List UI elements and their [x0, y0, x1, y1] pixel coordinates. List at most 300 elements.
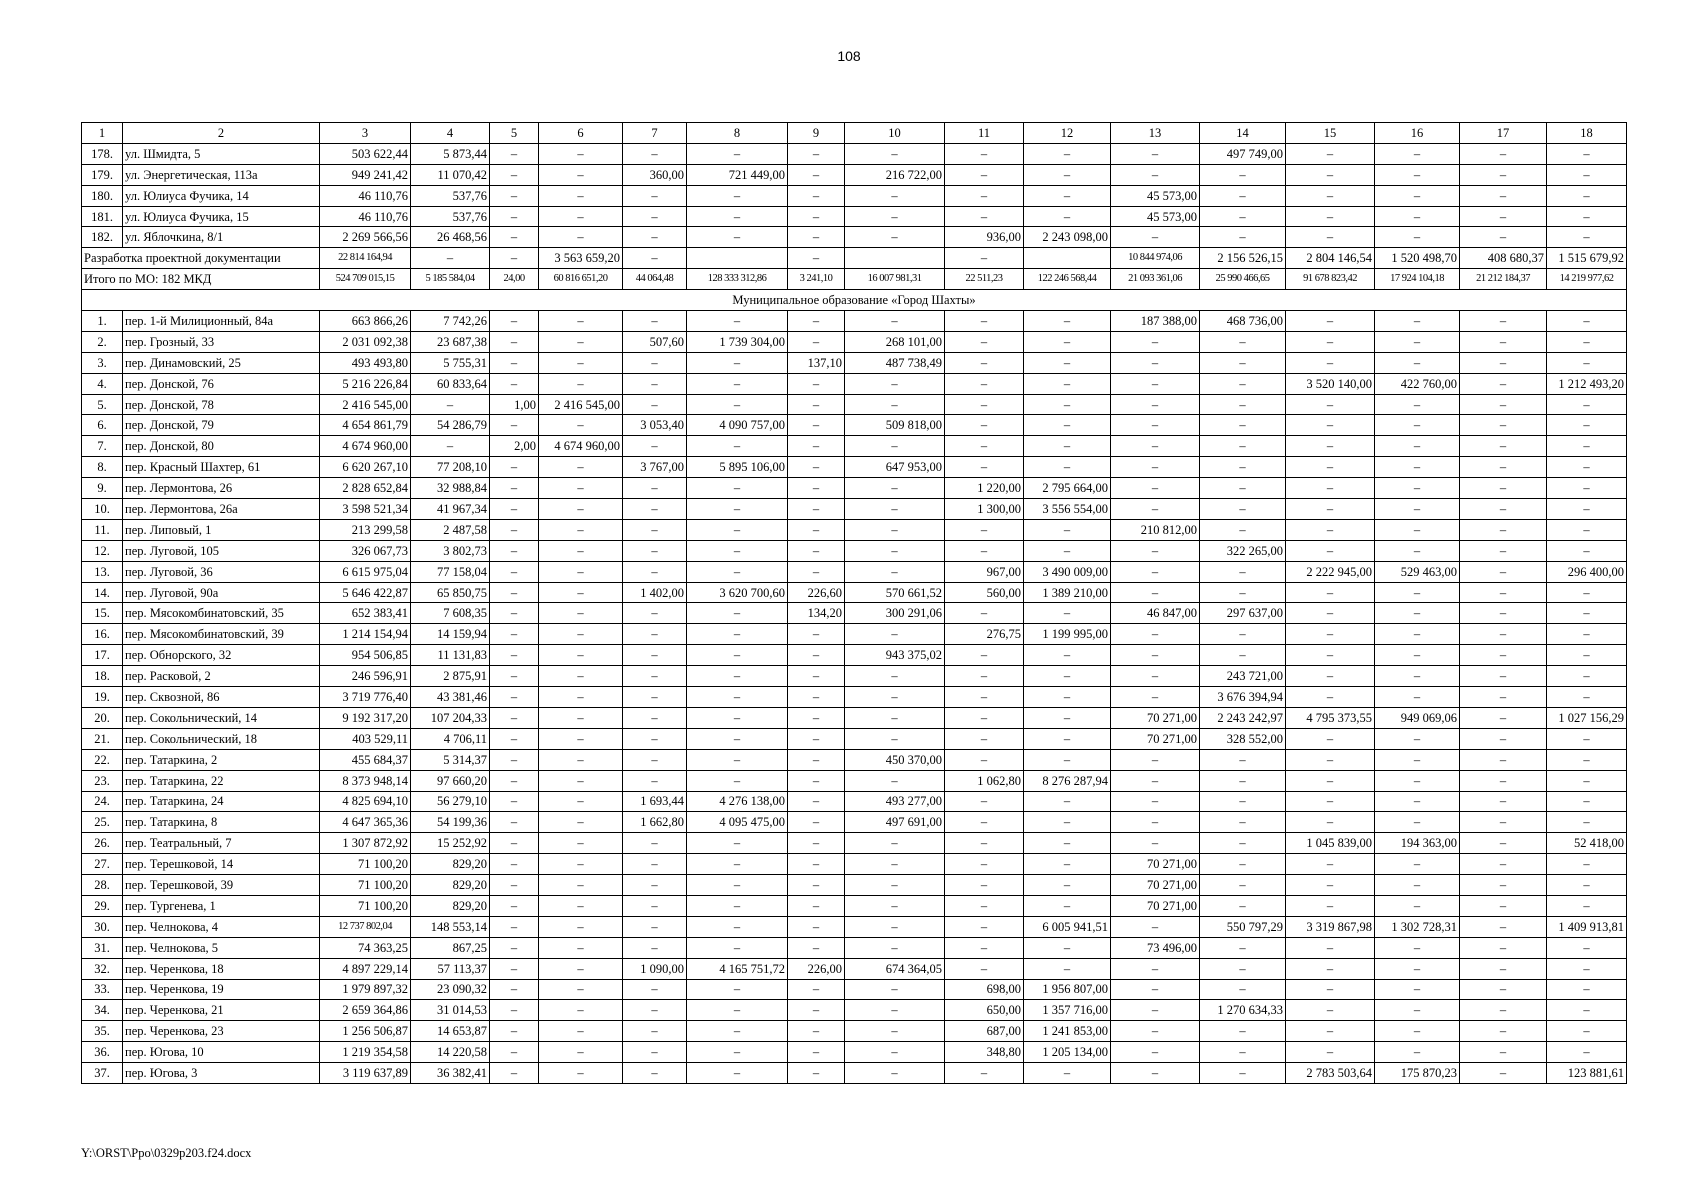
design-value: 2 156 526,15 — [1200, 248, 1286, 269]
value-cell: – — [1547, 436, 1627, 457]
value-cell: 1 956 807,00 — [1024, 979, 1111, 1000]
value-cell: 74 363,25 — [320, 937, 411, 958]
value-cell: – — [788, 394, 845, 415]
value-cell: – — [687, 436, 788, 457]
value-cell: – — [539, 937, 623, 958]
value-cell: 77 208,10 — [411, 457, 490, 478]
value-cell: – — [1460, 1063, 1547, 1084]
address-cell: пер. Донской, 76 — [123, 373, 320, 394]
value-cell: 41 967,34 — [411, 499, 490, 520]
value-cell: – — [1200, 624, 1286, 645]
value-cell: – — [1460, 1021, 1547, 1042]
value-cell: – — [539, 624, 623, 645]
value-cell: – — [1111, 770, 1200, 791]
value-cell: 8 276 287,94 — [1024, 770, 1111, 791]
value-cell: – — [1111, 540, 1200, 561]
value-cell: 487 738,49 — [845, 352, 945, 373]
value-cell: – — [1547, 854, 1627, 875]
address-cell: пер. Красный Шахтер, 61 — [123, 457, 320, 478]
value-cell: – — [1460, 603, 1547, 624]
value-cell: – — [945, 749, 1024, 770]
value-cell: 71 100,20 — [320, 875, 411, 896]
value-cell: 5. — [82, 394, 123, 415]
value-cell: 34. — [82, 1000, 123, 1021]
value-cell: – — [945, 728, 1024, 749]
value-cell: – — [1200, 561, 1286, 582]
value-cell: 5 755,31 — [411, 352, 490, 373]
value-cell: – — [687, 895, 788, 916]
value-cell: 1 090,00 — [623, 958, 687, 979]
value-cell: – — [945, 937, 1024, 958]
value-cell: 194 363,00 — [1375, 833, 1460, 854]
value-cell: 537,76 — [411, 185, 490, 206]
value-cell: – — [1111, 227, 1200, 248]
value-cell: 570 661,52 — [845, 582, 945, 603]
header-cell: 15 — [1286, 123, 1375, 144]
value-cell: 5 314,37 — [411, 749, 490, 770]
address-cell: пер. Театральный, 7 — [123, 833, 320, 854]
value-cell: – — [845, 728, 945, 749]
header-cell: 9 — [788, 123, 845, 144]
value-cell: – — [687, 666, 788, 687]
address-cell: пер. Расковой, 2 — [123, 666, 320, 687]
value-cell: – — [1375, 352, 1460, 373]
value-cell: 46 110,76 — [320, 206, 411, 227]
value-cell: – — [623, 1063, 687, 1084]
value-cell: – — [1460, 875, 1547, 896]
value-cell: 455 684,37 — [320, 749, 411, 770]
value-cell: – — [490, 603, 539, 624]
value-cell: – — [1547, 227, 1627, 248]
value-cell: – — [1200, 1042, 1286, 1063]
value-cell: 21. — [82, 728, 123, 749]
value-cell: – — [1111, 687, 1200, 708]
value-cell: 2 487,58 — [411, 519, 490, 540]
value-cell: – — [1286, 143, 1375, 164]
value-cell: – — [623, 143, 687, 164]
value-cell: 210 812,00 — [1111, 519, 1200, 540]
address-cell: пер. Сокольнический, 18 — [123, 728, 320, 749]
value-cell: – — [490, 582, 539, 603]
address-cell: пер. Липовый, 1 — [123, 519, 320, 540]
value-cell: – — [945, 352, 1024, 373]
total-value: 21 093 361,06 — [1111, 269, 1200, 290]
value-cell: – — [1460, 937, 1547, 958]
value-cell: 497 691,00 — [845, 812, 945, 833]
value-cell: – — [1547, 958, 1627, 979]
value-cell: – — [1286, 478, 1375, 499]
design-value: – — [490, 248, 539, 269]
table-row — [82, 185, 1627, 206]
value-cell: 560,00 — [945, 582, 1024, 603]
value-cell: – — [490, 624, 539, 645]
value-cell: – — [1200, 478, 1286, 499]
value-cell: – — [490, 373, 539, 394]
value-cell: – — [1460, 457, 1547, 478]
value-cell: – — [687, 916, 788, 937]
value-cell: 3 520 140,00 — [1286, 373, 1375, 394]
value-cell: – — [1375, 457, 1460, 478]
value-cell: – — [788, 1042, 845, 1063]
value-cell: 134,20 — [788, 603, 845, 624]
header-cell: 3 — [320, 123, 411, 144]
value-cell: – — [539, 352, 623, 373]
value-cell: – — [1286, 457, 1375, 478]
value-cell: – — [1460, 478, 1547, 499]
value-cell: – — [945, 854, 1024, 875]
value-cell: – — [1460, 770, 1547, 791]
value-cell: – — [945, 206, 1024, 227]
value-cell: 949 069,06 — [1375, 707, 1460, 728]
value-cell: – — [687, 227, 788, 248]
value-cell: – — [539, 519, 623, 540]
value-cell: – — [788, 311, 845, 332]
value-cell: – — [1375, 958, 1460, 979]
design-value: 22 814 164,94 — [320, 248, 411, 269]
value-cell: – — [1375, 394, 1460, 415]
value-cell: – — [687, 1000, 788, 1021]
value-cell: – — [623, 561, 687, 582]
design-value: 1 515 679,92 — [1547, 248, 1627, 269]
value-cell: – — [845, 540, 945, 561]
total-value: 25 990 466,65 — [1200, 269, 1286, 290]
value-cell: 326 067,73 — [320, 540, 411, 561]
table-row — [82, 540, 1627, 561]
value-cell: – — [1286, 728, 1375, 749]
value-cell: – — [845, 1000, 945, 1021]
value-cell: 46 110,76 — [320, 185, 411, 206]
value-cell: – — [788, 728, 845, 749]
total-row — [82, 269, 1627, 290]
value-cell: – — [1460, 833, 1547, 854]
value-cell: 7 608,35 — [411, 603, 490, 624]
value-cell: – — [1200, 499, 1286, 520]
value-cell: 15. — [82, 603, 123, 624]
value-cell: – — [1286, 164, 1375, 185]
value-cell: 31. — [82, 937, 123, 958]
value-cell: – — [687, 394, 788, 415]
value-cell: 268 101,00 — [845, 331, 945, 352]
value-cell: – — [1375, 791, 1460, 812]
value-cell: 1 214 154,94 — [320, 624, 411, 645]
value-cell: – — [1024, 728, 1111, 749]
value-cell: – — [539, 540, 623, 561]
value-cell: 4. — [82, 373, 123, 394]
value-cell: – — [845, 143, 945, 164]
value-cell: 6. — [82, 415, 123, 436]
value-cell: – — [1460, 895, 1547, 916]
value-cell: 36 382,41 — [411, 1063, 490, 1084]
value-cell: – — [539, 958, 623, 979]
value-cell: – — [1286, 603, 1375, 624]
value-cell: 33. — [82, 979, 123, 1000]
value-cell: – — [1286, 394, 1375, 415]
value-cell: – — [1547, 185, 1627, 206]
value-cell: – — [1111, 373, 1200, 394]
value-cell: – — [1375, 645, 1460, 666]
value-cell: – — [687, 770, 788, 791]
value-cell: – — [490, 415, 539, 436]
value-cell: – — [490, 728, 539, 749]
address-cell: пер. Черенкова, 21 — [123, 1000, 320, 1021]
header-cell: 4 — [411, 123, 490, 144]
address-cell: пер. Мясокомбинатовский, 39 — [123, 624, 320, 645]
value-cell: – — [623, 227, 687, 248]
value-cell: 300 291,06 — [845, 603, 945, 624]
value-cell: 13. — [82, 561, 123, 582]
value-cell: – — [1200, 331, 1286, 352]
value-cell: 8 373 948,14 — [320, 770, 411, 791]
value-cell: – — [1111, 436, 1200, 457]
value-cell: – — [1024, 143, 1111, 164]
value-cell: – — [1200, 185, 1286, 206]
value-cell: 70 271,00 — [1111, 875, 1200, 896]
value-cell: – — [490, 770, 539, 791]
value-cell: – — [1286, 812, 1375, 833]
value-cell: 25. — [82, 812, 123, 833]
value-cell: – — [845, 707, 945, 728]
value-cell: – — [945, 143, 1024, 164]
value-cell: – — [1286, 749, 1375, 770]
value-cell: – — [1200, 854, 1286, 875]
value-cell: 509 818,00 — [845, 415, 945, 436]
value-cell: – — [845, 436, 945, 457]
value-cell: – — [1111, 352, 1200, 373]
value-cell: – — [1286, 1021, 1375, 1042]
value-cell: – — [623, 1021, 687, 1042]
address-cell: пер. Лермонтова, 26а — [123, 499, 320, 520]
value-cell: 1 739 304,00 — [687, 331, 788, 352]
value-cell: – — [945, 603, 1024, 624]
design-value — [687, 248, 788, 269]
value-cell: – — [1375, 937, 1460, 958]
table-row — [82, 436, 1627, 457]
value-cell: – — [788, 519, 845, 540]
value-cell: – — [945, 373, 1024, 394]
value-cell: – — [490, 958, 539, 979]
value-cell: – — [945, 812, 1024, 833]
address-cell: пер. Татаркина, 2 — [123, 749, 320, 770]
value-cell: – — [623, 373, 687, 394]
address-cell: пер. Черенкова, 23 — [123, 1021, 320, 1042]
value-cell: 35. — [82, 1021, 123, 1042]
value-cell: – — [1547, 624, 1627, 645]
value-cell: – — [788, 812, 845, 833]
value-cell: – — [945, 645, 1024, 666]
value-cell: – — [1547, 540, 1627, 561]
value-cell: – — [1200, 937, 1286, 958]
address-cell: пер. Грозный, 33 — [123, 331, 320, 352]
table-row — [82, 687, 1627, 708]
value-cell: – — [1200, 457, 1286, 478]
value-cell: – — [788, 916, 845, 937]
value-cell: 5 216 226,84 — [320, 373, 411, 394]
value-cell: – — [1375, 624, 1460, 645]
value-cell: – — [1460, 415, 1547, 436]
header-cell: 10 — [845, 123, 945, 144]
value-cell: – — [687, 707, 788, 728]
value-cell: 179. — [82, 164, 123, 185]
value-cell: – — [1024, 875, 1111, 896]
value-cell: – — [1460, 519, 1547, 540]
table-row — [82, 206, 1627, 227]
value-cell: – — [1200, 895, 1286, 916]
value-cell: 216 722,00 — [845, 164, 945, 185]
value-cell: – — [1286, 1000, 1375, 1021]
value-cell: 54 199,36 — [411, 812, 490, 833]
value-cell: – — [687, 373, 788, 394]
value-cell: 32 988,84 — [411, 478, 490, 499]
header-cell: 1 — [82, 123, 123, 144]
value-cell: – — [1460, 666, 1547, 687]
value-cell: – — [1200, 373, 1286, 394]
value-cell: – — [788, 645, 845, 666]
value-cell: – — [539, 1042, 623, 1063]
value-cell: – — [1024, 373, 1111, 394]
value-cell: – — [1111, 1021, 1200, 1042]
value-cell: – — [1547, 164, 1627, 185]
value-cell: 107 204,33 — [411, 707, 490, 728]
value-cell: 178. — [82, 143, 123, 164]
value-cell: 15 252,92 — [411, 833, 490, 854]
value-cell: – — [788, 436, 845, 457]
value-cell: – — [788, 979, 845, 1000]
value-cell: 2 783 503,64 — [1286, 1063, 1375, 1084]
value-cell: – — [1286, 227, 1375, 248]
table-row — [82, 749, 1627, 770]
value-cell: 10. — [82, 499, 123, 520]
value-cell: – — [788, 707, 845, 728]
value-cell: – — [945, 394, 1024, 415]
table-row — [82, 227, 1627, 248]
value-cell: 70 271,00 — [1111, 728, 1200, 749]
value-cell: – — [623, 895, 687, 916]
value-cell: – — [1024, 666, 1111, 687]
value-cell: – — [490, 791, 539, 812]
value-cell: – — [788, 1000, 845, 1021]
value-cell: – — [623, 540, 687, 561]
value-cell: – — [687, 540, 788, 561]
table-row — [82, 1000, 1627, 1021]
table-row — [82, 561, 1627, 582]
value-cell: – — [845, 895, 945, 916]
value-cell: 5 895 106,00 — [687, 457, 788, 478]
design-label: Разработка проектной документации — [82, 248, 320, 269]
value-cell: – — [1375, 227, 1460, 248]
value-cell: – — [945, 457, 1024, 478]
table-row — [82, 164, 1627, 185]
value-cell: 3 490 009,00 — [1024, 561, 1111, 582]
value-cell: – — [1111, 645, 1200, 666]
value-cell: 3 719 776,40 — [320, 687, 411, 708]
value-cell: 2 659 364,86 — [320, 1000, 411, 1021]
value-cell: – — [845, 519, 945, 540]
value-cell: 123 881,61 — [1547, 1063, 1627, 1084]
value-cell: – — [1375, 603, 1460, 624]
value-cell: – — [1547, 1042, 1627, 1063]
value-cell: – — [623, 352, 687, 373]
value-cell: 4 090 757,00 — [687, 415, 788, 436]
design-value: 2 804 146,54 — [1286, 248, 1375, 269]
value-cell: – — [788, 833, 845, 854]
value-cell: – — [1547, 394, 1627, 415]
value-cell: – — [1286, 979, 1375, 1000]
value-cell: – — [539, 415, 623, 436]
value-cell: – — [687, 1042, 788, 1063]
value-cell: – — [623, 499, 687, 520]
value-cell: – — [1200, 582, 1286, 603]
value-cell: 1 693,44 — [623, 791, 687, 812]
address-cell: пер. Черенкова, 19 — [123, 979, 320, 1000]
value-cell: – — [788, 895, 845, 916]
value-cell: 493 277,00 — [845, 791, 945, 812]
value-cell: 967,00 — [945, 561, 1024, 582]
value-cell: 4 654 861,79 — [320, 415, 411, 436]
value-cell: – — [945, 519, 1024, 540]
value-cell: 4 674 960,00 — [539, 436, 623, 457]
value-cell: – — [1111, 457, 1200, 478]
value-cell: 9 192 317,20 — [320, 707, 411, 728]
value-cell: – — [1286, 499, 1375, 520]
value-cell: 2 795 664,00 — [1024, 478, 1111, 499]
value-cell: 829,20 — [411, 854, 490, 875]
value-cell: – — [1024, 603, 1111, 624]
value-cell: 2. — [82, 331, 123, 352]
address-cell: ул. Шмидта, 5 — [123, 143, 320, 164]
value-cell: 2 243 098,00 — [1024, 227, 1111, 248]
value-cell: 1 205 134,00 — [1024, 1042, 1111, 1063]
value-cell: – — [845, 227, 945, 248]
value-cell: 246 596,91 — [320, 666, 411, 687]
value-cell: – — [945, 1063, 1024, 1084]
value-cell: 71 100,20 — [320, 854, 411, 875]
total-value: 44 064,48 — [623, 269, 687, 290]
value-cell: – — [1375, 331, 1460, 352]
value-cell: – — [1200, 352, 1286, 373]
value-cell: 2 416 545,00 — [320, 394, 411, 415]
value-cell: – — [1460, 436, 1547, 457]
value-cell: – — [1111, 812, 1200, 833]
value-cell: – — [687, 311, 788, 332]
value-cell: – — [539, 143, 623, 164]
value-cell: – — [845, 499, 945, 520]
value-cell: 1 256 506,87 — [320, 1021, 411, 1042]
value-cell: – — [623, 749, 687, 770]
total-label: Итого по МО: 182 МКД — [82, 269, 320, 290]
value-cell: 1 302 728,31 — [1375, 916, 1460, 937]
value-cell: – — [1460, 206, 1547, 227]
value-cell: – — [845, 394, 945, 415]
value-cell: – — [1460, 854, 1547, 875]
value-cell: – — [1460, 331, 1547, 352]
value-cell: – — [845, 687, 945, 708]
header-cell: 13 — [1111, 123, 1200, 144]
value-cell: 4 647 365,36 — [320, 812, 411, 833]
value-cell: – — [490, 875, 539, 896]
value-cell: – — [687, 185, 788, 206]
value-cell: – — [539, 603, 623, 624]
value-cell: – — [1111, 499, 1200, 520]
value-cell: 37. — [82, 1063, 123, 1084]
value-cell: – — [1375, 519, 1460, 540]
value-cell: 70 271,00 — [1111, 854, 1200, 875]
value-cell: – — [623, 707, 687, 728]
value-cell: – — [1460, 352, 1547, 373]
value-cell: – — [490, 478, 539, 499]
value-cell: – — [539, 645, 623, 666]
value-cell: – — [1024, 331, 1111, 352]
value-cell: – — [1024, 436, 1111, 457]
